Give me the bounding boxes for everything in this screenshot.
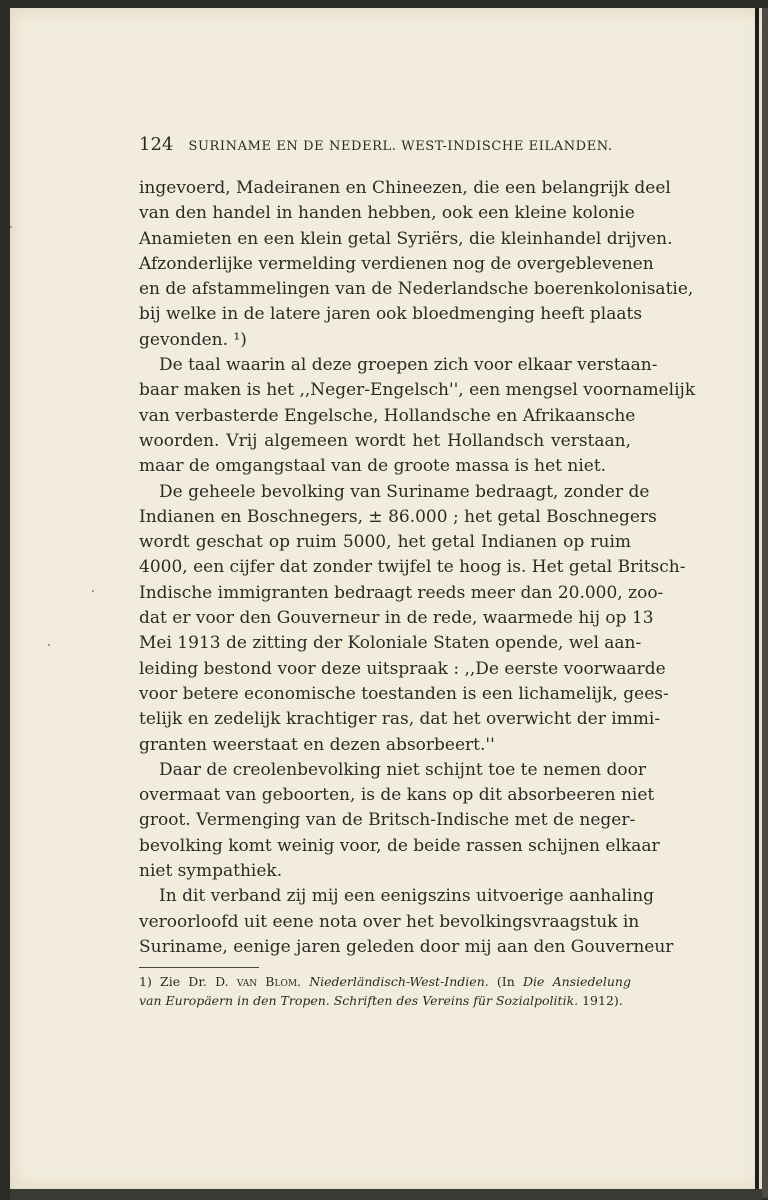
text-line: granten weerstaat en dezen absorbeert.'' xyxy=(139,734,495,755)
scanner-bed-bottom xyxy=(10,1189,762,1200)
footnote-series-2: van Europäern in den Tropen. Schriften des Vereins für Sozialpolitik. xyxy=(139,993,579,1008)
text-line: bij welke in de latere jaren ook bloedmenging heeft plaats xyxy=(139,304,643,325)
paper-speck xyxy=(92,590,94,592)
text-line: De taal waarin al deze groepen zich voor elkaar verstaan- xyxy=(159,355,658,376)
paper-speck xyxy=(10,226,12,228)
text-line: Afzonderlijke vermelding verdienen nog de overgeblevenen xyxy=(139,253,654,274)
text-line: niet sympathiek. xyxy=(139,861,283,882)
running-head xyxy=(139,134,639,155)
paper-speck xyxy=(48,644,50,646)
text-line: leiding bestond voor deze uitspraak : ,,De eerste voorwaarde xyxy=(139,658,666,679)
text-line: maar de omgangstaal van de groote massa is het niet. xyxy=(139,456,607,477)
footnote-line xyxy=(139,991,631,1010)
text-line: Daar de creolenbevolking niet schijnt toe te nemen door xyxy=(159,759,646,780)
text-line: voor betere economische toestanden is een lichamelijk, gees- xyxy=(139,683,669,704)
text-line: gevonden. ¹) xyxy=(139,329,247,350)
footnote-paren: (In xyxy=(496,974,515,989)
footnote-line xyxy=(139,972,631,991)
footnote xyxy=(139,972,631,1010)
text-line: overmaat van geboorten, is de kans op dit absorbeeren niet xyxy=(139,785,655,806)
footnote-author: van Blom. xyxy=(236,974,302,989)
text-line: groot. Vermenging van de Britsch-Indische met de neger- xyxy=(139,810,636,831)
text-line: dat er voor den Gouverneur in de rede, waarmede hij op 13 xyxy=(139,608,654,629)
text-line: Suriname, eenige jaren geleden door mij aan den Gouverneur xyxy=(139,936,674,957)
text-line: baar maken is het ,,Neger-Engelsch'', een mengsel voornamelijk xyxy=(139,380,696,401)
text-line: 4000, een cijfer dat zonder twijfel te hoog is. Het getal Britsch- xyxy=(139,557,686,578)
body-text xyxy=(139,176,696,960)
text-line: Anamieten en een klein getal Syriërs, die kleinhandel drijven. xyxy=(139,228,673,249)
footnote-rule xyxy=(139,967,259,968)
page-edge-shadow xyxy=(755,8,759,1190)
text-line: ingevoerd, Madeiranen en Chineezen, die een belangrijk deel xyxy=(139,178,671,198)
running-title: SURINAME EN DE NEDERL. WEST-INDISCHE EILANDEN. xyxy=(188,139,613,154)
text-line: van verbasterde Engelsche, Hollandsche en Afrikaansche xyxy=(139,405,636,426)
text-line: van den handel in handen hebben, ook een kleine kolonie xyxy=(139,203,635,224)
text-line: veroorloofd uit eene nota over het bevolkingsvraagstuk in xyxy=(139,911,640,932)
footnote-year: 1912). xyxy=(582,993,623,1008)
text-line: en de afstammelingen van de Nederlandsche boerenkolonisatie, xyxy=(139,279,694,300)
scanner-bed-edge xyxy=(762,8,768,1198)
text-line: In dit verband zij mij een eenigszins uitvoerige aanhaling xyxy=(159,886,655,907)
text-line: De geheele bevolking van Suriname bedraagt, zonder de xyxy=(159,481,650,502)
footnote-prefix: Zie Dr. D. xyxy=(160,974,229,989)
text-line: Indianen en Boschnegers, ± 86.000 ; het getal Boschnegers xyxy=(139,506,657,527)
text-line: woorden. Vrij algemeen wordt het Hollandsch verstaan, xyxy=(139,430,631,451)
text-line: Indische immigranten bedraagt reeds meer dan 20.000, zoo- xyxy=(139,582,664,603)
page-number: 124 xyxy=(139,134,174,155)
text-line: telijk en zedelijk krachtiger ras, dat het overwicht der immi- xyxy=(139,709,661,730)
text-line: Mei 1913 de zitting der Koloniale Staten opende, wel aan- xyxy=(139,633,642,654)
footnote-marker: 1) xyxy=(139,974,152,989)
text-line: wordt geschat op ruim 5000, het getal Indianen op ruim xyxy=(139,532,631,553)
footnote-title: Niederländisch-West-Indien. xyxy=(309,974,489,989)
footnote-series-1: Die Ansiedelung xyxy=(522,974,631,989)
text-line: bevolking komt weinig voor, de beide rassen schijnen elkaar xyxy=(139,835,660,856)
